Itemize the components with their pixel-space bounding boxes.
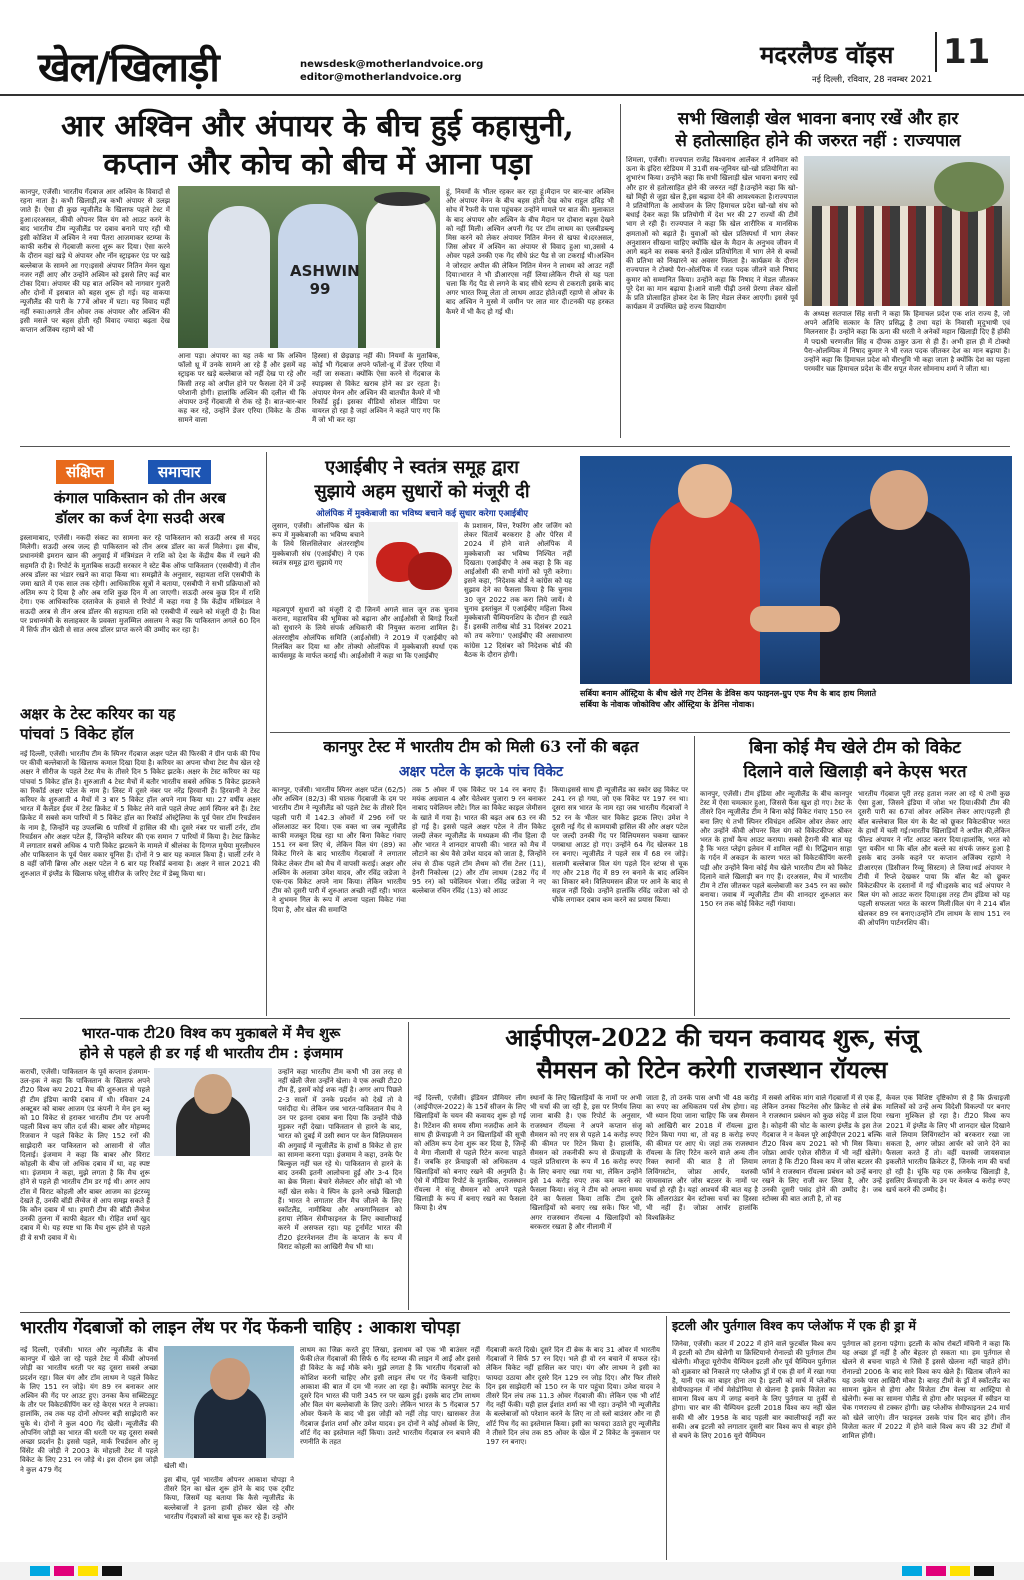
article3-col3: के प्रशासन, वित्त, रैफरिंग और जजिंग को लेकर चिंतायें बरकरार है और पेरिस में 2024 में होने वाले ओलंपिक में मुक्केबाजी का भविष्य निश्चित नहीं दिखता। एआईबीए ने अब कहा है कि वह आईओसी की सभी मांगों को पूरी करेगा। इसने कहा, 'निदेशक बोर्ड ने कांग्रेस को यह सुझाव देने का फैसला किया है कि चुनाव 30 जून 2022 तक करा लिये जायें। ये चुनाव इस्तांबुल में एआईबीए महिला विश्व मुक्केबाजी चैम्पियनशिप के दौरान ही रखते हैं। इसकी तारीख बोर्ड 31 दिसंबर 2021 को तय करेगा।' एआईबीए की असाधारण कांग्रेस 12 दिसंबर को निदेशक बोर्ड की बैठक के दौरान होगी। bbox=[464, 522, 572, 659]
article4-subhead: अक्षर पटेल के झटके पांच विकेट bbox=[398, 764, 564, 780]
section-title: खेल/खिलाड़ी bbox=[38, 44, 219, 91]
article5-col1: कानपुर, एजेंसी। टीम इंडिया और न्यूजीलैंड के बीच कानपुर टेस्ट में ऐसा चमत्कार हुआ, जिससे फैंस खुश हो गए। टेस्ट के तीसरे दिन न्यूजीलैंड टीम ने बिना कोई विकेट गंवाए 150 रन बना लिए थे तभी स्पिनर रविचंद्रन अश्विन ओवर लेकर आए और उन्होंने कीवी ओपनर विल यंग को विकेटकीपर श्रीकर भरत के हाथों कैच आउट कराया। सबसे हैरानी की बात यह है कि भरत प्लेइंग इलेवन में शामिल नहीं थे। रिद्धिमान साहा के गर्दन में अकड़न के कारण भरत को विकेटकीपिंग करनी पड़ी और उन्होंने बिना कोई मैच खेले भारतीय टीम को विकेट दिलाने वाले खिलाड़ी बन गए हैं। दरअसल, मैच में भारतीय टीम ने टॉस जीतकर पहले बल्लेबाजी कर 345 रन का स्कोर बनाया। जवाब में न्यूजीलैंड टीम की शानदार शुरुआत कर 150 रन तक कोई विकेट नहीं गंवाया। bbox=[700, 790, 852, 909]
chopra-head bbox=[210, 1358, 250, 1400]
divider-vertical-brief bbox=[266, 452, 267, 1016]
article1-col1: कानपुर, एजेंसी। भारतीय गेंदबाज आर अश्विन के विवादों से रहना नाता है। कभी खिलाड़ी,तब कभी अंपायर से उलझ जाते हैं। ऐसा ही कुछ न्यूजीलैंड के खिलाफ पहले टेस्ट में हुआ।दरअसल, कीवी ओपनर विल यंग को आउट करने के बाद भारतीय टीम न्यूजीलैंड पर दबाव बनाने पाए रही थी इसी कोशिश में अश्विन ने नया पैंतरा आजमाकर स्टम्प्स के काफी करीब से गेंदबाजी करना शुरू कर दिया। ऐसा करने के दौरान वहां खड़े थे अंपायर और नॉन स्ट्राइकर एंड पर खड़े बल्लेबाज के सामने आ गए।इससे अंपायर नितिन मेनन खुश नजर नहीं आए और उन्होंने अश्विन को इससे लिए कई बार टोका दिया। अंपायर की यह बात अश्विन को नागवार गुजरी और दोनों में इसबात को बहस शुरू हो गई। यह वाकया न्यूजीलैंड की पारी के 77वें ओवर में घटा। यह विवाद यहीं नहीं रुका।अगले तीन ओवर तक अंपायर और अश्विन की इसी मसले पर बहस होती रही विवाद ज्यादा बढ़ता देख कप्तान अजिंक्य रहाणे को भी bbox=[20, 188, 170, 335]
article7-col5: केवल एक विशिष्ट दृष्टिकोण से है कि फ्रेंचाइजी मालिकों को उन्हें अन्य विदेशी विकल्पों पर बनाए रखना मुश्किल हो रहा है। टी20 विश्व कप 2021 में इंग्लैंड के लिए भी शानदार खेल दिखाने वाले लियाम लिविंगस्टोन को बरकरार रखा जा सकता है, अगर जोफ्रा आर्चर को जाने देने का फैसला करते हैं तो। वहीं यशस्वी जायसवाल इकलौते भारतीय क्रिकेटर हैं, जिनके नाम की चर्चा हो रही है। चूंकि यह एक अनकैप्ड खिलाड़ी है, इसलिए फ्रेंचाइजी के उन पर केवल 4 करोड़ रुपए खर्च करने की उम्मीद है। bbox=[886, 1094, 1010, 1195]
brief-badge-2: समाचार bbox=[148, 460, 211, 484]
article4-col1: कानपुर, एजेंसी। भारतीय स्पिनर अक्षर पटेल (62/5) और अश्विन (82/3) की घातक गेंदबाजी के दम पर भारतीय टीम ने न्यूजीलैंड को पहले टेस्ट के तीसरे दिन पहली पारी में 142.3 ओवरों में 296 रनों पर ऑलआउट कर दिया। एक वक्त था जब न्यूजीलैंड काफी मजबूत दिख रहा था और बिना विकेट गंवाए 151 रन बना लिए थे, लेकिन विल यंग (89) का विकेट गिरने के बाद भारतीय गेंदबाजों ने लगातार विकेट लेकर टीम को मैच में वापसी कराई। अक्षर और अश्विन के अलावा उमेश यादव, और रविंद्र जडेजा ने एक-एक विकेट अपने नाम किया। लेकिन भारतीय टीम को दूसरी पारी में शुरुआत अच्छी नहीं रही। भारत ने शुभमन गिल के रूप में अपना पहला विकेट गंवा दिया है, और खेल की समाप्ति bbox=[272, 786, 406, 914]
article8-col2: इस बीच, पूर्व भारतीय ओपनर आकाश चोपड़ा ने तीसरे दिन का खेल शुरू होने के बाद एक ट्वीट किया, जिसमें यह बताया कि कैसे न्यूजीलैंड के बल्लेबाजों ने इतना हावी होकर खेल रहे और भारतीय गेंदबाजों को बाधा चूक कर रहे हैं। उन्होंने bbox=[164, 1476, 294, 1521]
glove-right bbox=[408, 552, 452, 590]
article1-col2: आना पड़ा। अंपायर का यह तर्क था कि अश्विन फॉलो थ्रू में उनके सामने आ रहे हैं और इसमें वह स्ट्राइक पर खड़े बल्लेबाज को नहीं देख पा रहे और किसी तरह को अपील होने पर फैसला देने में उन्हें परेशानी होगी। हालांकि अश्विन की दलील थी कि अंपायर उन्हें गेंदबाजी से रोक रहे हैं। बात-बार-बार कह कर रहे, उन्होंने डेंजर एरिया (विकेट के ठीक सामने वाला bbox=[178, 352, 306, 425]
article3-headline: एआईबीए ने स्वतंत्र समूह द्वारा सुझाये अहम सुधारों को मंजूरी दी bbox=[314, 457, 530, 502]
davis-cup-photo bbox=[580, 456, 1012, 684]
color-swatch-cyan-2 bbox=[902, 1566, 922, 1576]
divider-vertical-mid bbox=[694, 736, 695, 1016]
jersey-text: ASHWIN 99 bbox=[290, 262, 360, 298]
umpire-hat bbox=[374, 192, 430, 206]
article8-photo-caption: खेली थी। bbox=[164, 1462, 188, 1470]
print-color-strip bbox=[0, 1562, 1024, 1580]
article3-col-wide: महत्वपूर्ण सुधारों को मंजूरी दे दी जिनमें अगले साल जून तक चुनाव कराना, महासचिव की भूमिका को बढ़ाना और आईओसी से बिगड़े रिश्तों को सुधारने के लिये संपर्क अधिकारी की नियुक्त कराना शामिल है। अंतरराष्ट्रीय ओलंपिक समिति (आईओसी) ने 2019 में एआईबीए को निलंबित कर दिया था और तोक्यो ओलंपिक में मुक्केबाजी स्पर्धा एक कार्यसमूह के मार्फत कराई थी। आईओसी ने कहा था कि एआईबीए bbox=[272, 606, 458, 661]
article6-col1: कराची, एजेंसी। पाकिस्तान के पूर्व कप्तान इंजमाम-उल-हक ने कहा कि पाकिस्तान के खिलाफ अपने टी20 विश्व कप 2021 मैच की शुरुआत से पहले ही टीम इंडिया काफी दबाव में थी। रविवार 24 अक्टूबर को बाबर आजम एंड कंपनी ने मेन इन ब्लू को 10 विकेट से हराकर भारतीय टीम पर अपनी पहली विश्व कप जीत दर्ज की। बाबर और मोहम्मद रिजवान ने पहले विकेट के लिए 152 रनों की साझेदारी कर पाकिस्तान को आसानी से जीत दिलाई। इंजमाम ने कहा कि बाबर और विराट कोहली के बीच जो अधिक दबाव में था, वह स्पष्ट था। इंजमाम ने कहा, मुझे लगता है कि मैच शुरू होने से पहले ही भारतीय टीम डर गई थी। अगर आप टॉस में विराट कोहली और बाबर आजम का इंटरव्यू देखते हैं, उनकी बॉडी लैंग्वेज से आप समझ सकते हैं कि कौन दबाव में था। हमारी टीम की बॉडी लैंग्वेज उनकी तुलना में काफी बेहतर थी। रोहित शर्मा खुद दबाव में थे। यह स्पष्ट था कि मैच शुरू होने से पहले ही वे सभी दबाव में थे। bbox=[20, 1068, 150, 1242]
player-djokovic bbox=[820, 506, 970, 684]
color-swatch-magenta bbox=[54, 1566, 74, 1576]
page-number: 11 bbox=[935, 32, 990, 72]
player-novak-austria bbox=[650, 496, 760, 684]
aakash-chopra-photo bbox=[164, 1346, 294, 1458]
dateline: नई दिल्ली, रविवार, 28 नवम्बर 2021 bbox=[812, 75, 933, 85]
umpire-figure bbox=[366, 196, 436, 348]
article7-col3: जाता है, तो उनके पास अभी भी 48 करोड़ का रुपए का अधिकतम पर्स शेष होगा। वह भी ध्यान दिया जाना चाहिए कि जब सैमसन को आखिरी बार 2018 में रॉयल्स द्वारा रिटेन किया गया था, तो वह 8 करोड़ रुपए की कीमत पर आए थे। जहां तक राजस्थान रॉयल्स के लिए रिटेन करने वाले अन्य तीन रिक्त स्थानों की बात है तो लियाम लिविंगस्टोन, जोफ्रा आर्चर, यशस्वी जायसवाल और जोस बटलर के नामों पर चर्चा हो रही है। यहां आश्चर्य की बात यह है कि ऑलराउंडर बेन स्टोक्स चर्चा का हिस्सा भी नहीं हैं। जोफ्रा आर्चर हालांकि विश्वक्रिकेट bbox=[646, 1094, 758, 1222]
color-swatch-yellow-2 bbox=[950, 1566, 970, 1576]
article7-col2: स्थानों के लिए खिलाड़ियों के नामों पर अभी भी चर्चा की जा रही है, इस पर निर्णय लिया जाना बाकी है। एक रिपोर्ट के अनुसार, राजस्थान रॉयल्स ने अपने कप्तान संजू सैमसन को नए सत्र से पहले 14 करोड़ रुपए की कीमत पर रिटेन किया है। हालांकि, सैमसन को तकनीकी रूप से फ्रेंचाइजी के पहले प्रतिधारण के रूप में 16 करोड़ रुपए के लिए बनाए रखा गया था, लेकिन उन्होंने इसे 14 करोड़ रुपए तक कम करने का फैसला किया। संजू ने टीम को अपना समय देने का फैसला किया ताकि टीम दूसरे खिलाड़ियों को बनाए रख सके। फिर भी, अगर राजस्थान रॉयल्स 4 खिलाड़ियों को बरकरार रखता है और नीलामी में bbox=[530, 1094, 642, 1231]
article3-col1: लुसान, एजेंसी। ओलंपिक खेल के रूप में मुक्केबाजी का भविष्य बचाने के लिये सिलसिलेवार अंतरराष्ट्रीय मुक्केबाजी संघ (एआईबीए) ने एक स्वतंत्र समूह द्वारा सुझाये गए bbox=[272, 522, 364, 567]
divider-vertical-footer bbox=[666, 1316, 667, 1560]
brief-headline-2: अक्षर के टेस्ट करियर का यह पांचवां 5 विकेट हॉल bbox=[20, 705, 176, 743]
brief-headline-1: कंगाल पाकिस्तान को तीन अरब डॉलर का कर्ज देगा सउदी अरब bbox=[54, 489, 226, 527]
newspaper-brand: मदरलैण्ड वॉइस bbox=[760, 40, 894, 69]
brief-body-2: नई दिल्ली, एजेंसी। भारतीय टीम के स्पिनर गेंदबाज अक्षर पटेल की फिरकी ने ग्रीन पार्क की पिच पर कीवी बल्लेबाजों के खिलाफ कमाल दिखा दिया है। करियर का अपना चौथा टेस्ट मैच खेल रहे अक्षर ने सीरीज के पहले टेस्ट मैच के तीसरे दिन 5 विकेट झटके। अक्षर के टेस्ट करियर का यह पांचवां 5 विकेट हॉल है। शुरुआती 4 टेस्ट मैचों में बतौर भारतीय सबसे अधिक 5 विकेट झटकने का रिकॉर्ड अक्षर पटेल के नाम है। लिस्ट में दूसरे नंबर पर नरेंद्र हिरवानी हैं। हिरवानी ने टेस्ट करियर के शुरुआती 4 मैचों में 3 बार 5 विकेट हॉल अपने नाम किया था। 27 वर्षीय अक्षर भारत में कैलेंडर ईयर में टेस्ट क्रिकेट में 5 विकेट लेने वाले पहले लेफ्ट आर्म स्पिनर बने हैं। टेस्ट क्रिकेट में सबसे कम पारियों में 5 विकेट हॉल का रिकॉर्ड ऑस्ट्रेलिया के पूर्व पेसर टॉम रिचर्डसन के नाम है, जिन्होंने यह उपलब्धि 6 पारियों में हासिल की थी। दूसरे नंबर पर चार्ली टर्नर, टॉम रिचर्डसन और अक्षर पटेल हैं, जिन्होंने करियर की एक समान 7 पारियों में किया है। टेस्ट क्रिकेट में लगातार सबसे अधिक 4 पारी विकेट झटकने के मामले में श्रीलंका के दिग्गज मुथैया मुरलीधरन और पाकिस्तान के पूर्व पेसर वकार यूनिस हैं। दोनों ने 9 बार यह कमाल किया है। चार्ली टर्नर ने 8 वहीं जॉनी ब्रिग्स और अक्षर पटेल ने 6 बार यह रिकॉर्ड बनाया है। अक्षर ने साल 2021 की शुरुआत में इंग्लैंड के खिलाफ घरेलू सीरीज के जरिए टेस्ट में डेब्यू किया था। bbox=[20, 750, 260, 878]
handshake bbox=[750, 606, 840, 632]
divider-horizontal-4 bbox=[20, 1312, 1010, 1313]
article1-col3: हिस्सा) से छेड़छाड़ नहीं की। नियमों के मुताबिक, कोई भी गेंदबाज अपने फॉलो-थ्रू में डेंजर एरिया में नहीं जा सकता। क्योंकि ऐसा करने से गेंदबाज के स्पाइक्स से विकेट खराब होने का डर रहता है। अंपायर मेनन और अश्विन की बातचीत कैमरे में भी रिकॉर्ड हुई। इसका वीडियो सोशल मीडिया पर वायरल हो रहा है जहां अश्विन ने कहते पाए गए कि मैं जो भी कर रहा bbox=[312, 352, 440, 425]
player-djokovic-head bbox=[870, 470, 928, 530]
brief-body-1: इस्लामाबाद, एजेंसी। नकदी संकट का सामना कर रहे पाकिस्तान को सऊदी अरब से मदद मिलेगी। सऊदी अरब जल्द ही पाकिस्तान को तीन अरब डॉलर का कर्ज मिलेगा। इस बीच, प्रधानमंत्री इमरान खान की अगुवाई में मंत्रिमंडल ने राशि को देश के केंद्रीय बैंक में रखने की सहमति दी है। रिपोर्ट के मुताबिक सऊदी सरकार ने स्टेट बैंक ऑफ पाकिस्तान (एसबीपी) में तीन अरब डॉलर का भंडार रखने का वादा किया था। समझौते के अनुसार, सहायता राशि एसबीपी के जमा खाते में एक साल तक रहेगी। आधिकारिक सूत्रों ने बताया, एसबीपी ने सभी प्रक्रियाओं को अंतिम रूप दे दिया है और अब राशि कुछ दिन में आ जाएगी। सऊदी अरब कुछ दिन में राशि देगा। एक आधिकारिक दस्तावेज के हवाले से रिपोर्ट में कहा गया है कि केंद्रीय मंत्रिमंडल ने सऊदी अरब से तीन अरब डॉलर की सहायता राशि को एसबीपी में रखने को मंजूरी दी है। विश पर प्रधानमंत्री के सलाहकार के प्रवक्ता मुजम्मिल असलम ने कहा कि पाकिस्तान अगले 60 दिन में सिर्फ तीन खेती से सात अरब डॉलर प्राप्त करने की उम्मीद कर रहा है। bbox=[20, 534, 260, 635]
masthead bbox=[0, 0, 1024, 96]
article2-col1: शिमला, एजेंसी। राज्यपाल राजेंद्र विश्वनाथ आर्लेकर ने शनिवार को ऊना के इंदिरा स्टेडियम में 31वीं सब-जूनियर खो-खो प्रतियोगिता का शुभारंभ किया। उन्होंने कहा कि सभी खिलाड़ी खेल भावना बनाए रखें और हार से हतोत्साहित होने की जरुरत नहीं है।उन्होंने कहा कि खो-खो मिट्टी से जुड़ा खेल है,इस बढ़ावा देने की आवश्यकता है।राज्यपाल ने प्रतियोगिता के आयोजन के लिए हिमाचल प्रदेश खो-खो संघ को बधाई देकर कहा कि प्रतियोगी में देश भर की 27 राज्यों की टीमें भाग ले रही हैं। राज्यपाल ने कहा कि खेल शारीरिक व मानसिक क्षमताओं को बढ़ाते हैं। युवाओं को खेल प्रतिस्पर्धा में भाग लेकर अनुशासन सीखना चाहिए क्योंकि खेल के मैदान के अनुभव जीवन में आगे बढ़ने का सबक बनते हैं।खेल प्रतियोगिता में भाग लेने से बच्चों की प्रतिभा को निखारने का अवसर मिलता है। कार्यक्रम के दौरान राज्यपाल ने टोक्यो पैरा-ओलंपिक में रजत पदक जीतने वाले निषाद कुमार को सम्मानित किया। उन्होंने कहा कि निषाद ने मेडल जीतकर पूरे देश का मान बढ़ाया है।आने वाली पीढ़ी उनसे प्रेरणा लेकर खेलों के प्रति प्रोत्साहित होकर देश के लिए मेडल लेकर आएगी। इससे पूर्व कार्यक्रम में उपस्थित छहे राज्य विद्यायोग bbox=[626, 156, 798, 312]
crowd-group bbox=[812, 206, 1002, 306]
article5-col2: भारतीय गेंदबाज पूरी तरह हताश नजर आ रहे थे तभी कुछ ऐसा हुआ, जिसने इंडिया में जोश भर दिया।कीवी टीम की दूसरी पारी का 67वां ओवर अश्विन लेकर आए।पहली ही बॉल बल्लेबाज विल यंग के बैट को छूकर विकेटकीपर भरत के हाथों में चली गई।भारतीय खिलाड़ियों ने अपील की,लेकिन फील्ड अंपायर ने नॉट आउट करार दिया।हालांकि, भरत को पूरा यकीन था कि बॉल और बल्ले का संपर्क जरूर हुआ है इसके बाद उनके कहने पर कप्तान अजिंक्य रहाणे ने डीआरएस (डिसीजन रिव्यू सिस्टम) ले लिया।थर्ड अंपायर ने टीवी में रिप्ले देखकर पाया कि बॉल बैट को छूकर विकेटकीपर के दस्तानों में गई थी।इसके बाद थर्ड अंपायर ने बिल यंग को आउट करार दिया।इस तरह टीम इंडिया को यह पहली सफलता भरत के कारण मिली।विल यंग ने 214 बॉल खेलकर 89 रन बनाए।उन्होंने टॉम लाथम के साथ 151 रन की ओपनिंग पार्टनरशिप की। bbox=[858, 790, 1010, 927]
article8-col3: लाथम का जिक्र करते हुए लिखा, इलाथम को एक भी बाउंसर नहीं फेंकी।तेज गेंदबाजों की सिर्फ 6 गेंद स्टम्प्स की लाइन में आईं और इससे ही विकेट के कई मौके बने। मुझे लगता है कि भारतीय गेंदबाजों को कोशिश करनी चाहिए और इसी लाइन लेंथ पर गेंद फेंकनी चाहिए। आकाश की बात में दम भी नजर आ रहा है। क्योंकि कानपुर टेस्ट के दूसरे दिन भारत की पारी 345 रन पर खत्म हुई। इसके बाद टॉम लाथम और विल यंग बल्लेबाजी के लिए उतरे। लेकिन भारत के 5 गेंदबाज 57 ओवर फेंकने के बाद भी इस जोड़ी को नहीं तोड़ पाए। खासकर तेज गेंदबाज ईशांत शर्मा और उमेश यादव। इन दोनों ने कोई ओवर्स के लिए, शॉर्ट गेंद का इस्तेमाल नहीं किया। उलटे भारतीय गेंदबाज रन बचाने की रणनीति के तहत bbox=[300, 1346, 480, 1447]
article1-col4: हूं, नियमों के भीतर रहकर कर रहा हूं।मैदान पर बार-बार अश्विन और अंपायर मेनन के बीच बहस होती देख कोच राहुल द्रविड़ भी सोच में रैफरी के पास पहुंचकर उन्होंने मामले पर बात की। मुलाकात के बाद अंपायर और अश्विन के बीच मैदान पर दोबारा बहस देखने को नहीं मिली। अश्विन अपनी गेंद पर टॉम लाथम का एलबीडब्ल्यू मिस करने को लेकर अंपायर नितिन मेनन से खफा थे।दरअसल, जिस ओवर में अश्विन का अंपायर से विवाद हुआ था,उससे 4 ओवर पहले उनकी एक गेंद सीधे फ्रंट पैड से जा टकराई थी।अश्विन ने जोरदार अपील की लेकिन नितिन मेनन ने लाथम को आउट नहीं दिया।भारत ने भी डीआरएस नहीं लिया।लेकिन रीप्ले से यह पता चला कि गेंद पैड से लगने के बाद सीधे स्टम्प से टकराती इसके बाद अगर भारत रिव्यू लेता तो लाथम आउट होते।वहीं रहाणे से ओवर के बाद अश्विन ने मुस्से में जमीन पर लात मार दी।टनकी यह हरकत कैमरे में भी कैद हो गई थी। bbox=[446, 188, 614, 316]
article7-col4: में सबसे अधिक मांग वाले गेंदबाजों में से एक हैं, लेकिन उनका फिटनेस और क्रिकेट से लंबे ब्रेक ने राजस्थान प्रबंधन को कुछ संदेह में डाल दिया है। कोहनी की चोट के कारण इंग्लैंड के इस तेज गेंदबाज ने न केवल पूरे आईपीएल 2021 बल्कि टी20 विश्व कप 2021 को भी मिस किया। जोफ्रा आर्चर एशेज सीरीज में भी नहीं खेलेंगे। लगता है कि टी20 विश्व कप में जोस बटलर की फॉर्म ने राजस्थान रॉयल्स प्रबंधन को उन्हें बनाए रखने के लिए राजी कर लिया है, और उन्हें उनकी दूसरी पसंद होने की उम्मीद है। जब स्टोक्स की बात आती है, तो वह bbox=[762, 1094, 882, 1204]
davis-cup-caption: सर्बिया बनाम ऑस्ट्रिया के बीच खेले गए टेनिस के डेविस कप फाइनल-ग्रुप एफ मैच के बाद हाथ मिलाते सर्बिया के नोवाक जोकोविच और ऑस्ट्रिया के डेनिस नोवाक। bbox=[580, 689, 877, 709]
color-swatch-cyan bbox=[30, 1566, 50, 1576]
article9-col1: जिनेवा, एजेंसी। कतर में 2022 में होने वाले फुटबॉल विश्व कप में इटली को टीम खेलेगी या क्रिस्टियानो रोनाल्डो की पुर्तगाल टीम खेलेगी। मौजूदा यूरोपीय चैम्पियन इटली और पूर्व चैम्पियन पुर्तगाल को शुक्रवार को निकाले गए प्लेऑफ ड्रॉ में एक ही वर्ग में रखा गया है, यानी एक का बाहर होना तय है। इटली को मार्च में प्लेऑफ सेमीफाइनल में नॉर्थ मेसेडोनिया से खेलना है इसके विजेता का सामना विश्व कप में जगह बनाने के लिए पुर्तगाल या तुर्की से होगा। चार बार की चैम्पियन इटली 2018 विश्व कप नहीं खेल सकी थी और 1958 के बाद पहली बार क्वालीफाई नहीं कर सकी। अब इटली को लगातार दूसरी बार विश्व कप से बाहर होने से बचने के लिए 2016 यूरो चैम्पियन bbox=[672, 1340, 836, 1441]
article6-headline: भारत-पाक टी20 विश्व कप मुकाबले में मैच शुरू होने से पहले ही डर गई थी भारतीय टीम : इंजमाम bbox=[79, 1025, 343, 1062]
article8-col1: नई दिल्ली, एजेंसी। भारत और न्यूजीलैंड के बीच कानपुर में खेले जा रहे पहले टेस्ट में कीवी ओपनर्स जोड़ी का भारतीय धरती पर यह दूसरा सबसे अच्छा प्रदर्शन रहा। विल यंग और टॉम लाथम ने पहले विकेट के लिए 151 रन जोड़े। यंग 89 रन बनाकर आर अश्विन की गेंद पर आउट हुए। उनका कैच सब्स्टिट्यूट के तौर पर विकेटकीपिंग कर रहे केएस भरत ने लपका। हालांकि, तब तक यह दोनों ओपनर बड़ी साझेदारी कर चुके थे। दोनों ने कुल 400 गेंद खेली। न्यूजीलैंड की ओपनिंग जोड़ी का भारत की धरती पर यह दूसरा सबसे अच्छा प्रदर्शन है। इससे पहले, मार्क रिचर्डसन और लू विंसेंट की जोड़ी ने 2003 के मोहाली टेस्ट में पहले विकेट के लिए 231 रन जोड़े थे। इस दौरान इस जोड़ी ने कुल 479 गेंद bbox=[20, 1346, 158, 1474]
article6-col2: उन्होंने कहा भारतीय टीम कभी भी उस तरह से नहीं खेली जैसा उन्होंने खेला। वे एक अच्छी टी20 टीम हैं, इसमें कोई शक नहीं है। अगर आप पिछले 2-3 सालों में उनके प्रदर्शन को देखें तो वे पसंदीदा थे। लेकिन जब भारत-पाकिस्तान मैच ने उन पर इतना दबाव बना दिया कि उन्होंने पीछे मुड़कर नहीं देखा। पाकिस्तान से हारने के बाद, भारत को दुबई में उसी स्थान पर केन विलियमसन की अगुवाई में न्यूजीलैंड के हाथों 8 विकेट से हार का सामना करना पड़ा। इंजमाम ने कहा, उनके पैर बिल्कुल नहीं चल रहे थे। पाकिस्तान से हारने के बाद उनकी इतनी आलोचना हुई और 3-4 दिन का ब्रेक मिला। बेचारे सेलेक्टर और सोढ़ी को भी नहीं खेल सके। वे स्पिन के इतने अच्छे खिलाड़ी हैं। भारत ने लगातार तीन मैच जीतने के लिए स्कॉटलैंड, नामीबिया और अफगानिस्तान को हराया लेकिन सेमीफाइनल के लिए क्वालीफाई करने में असफल रहा। यह टूर्नामेंट भारत की टी20 इंटरनेशनल टीम के कप्तान के रूप में विराट कोहली का आखिरी मैच भी था। bbox=[278, 1068, 402, 1251]
inzamam-photo bbox=[154, 1068, 272, 1156]
divider-vertical-bottom bbox=[408, 1022, 409, 1310]
email-newsdesk[interactable]: newsdesk@motherlandvoice.org bbox=[300, 59, 484, 70]
article7-col1: नई दिल्ली, एजेंसी। इंडियन प्रीमियर लीग (आईपीएल-2022) के 15वें सीजन के लिए खिलाड़ियों के चयन की कवायद शुरू हो गई है। रिटेंशन की समय सीमा नजदीक आने के साथ ही फ्रेंचाइजी ने उन खिलाड़ियों की सूची को अंतिम रूप देना शुरू कर दिया है, जिन्हें वे मेगा नीलामी से पहले रिटेन करना चाहते हैं। जबकि हर फ्रेंचाइजी को अधिकतम 4 खिलाड़ियों को बनाए रखने की अनुमति है। ऐसे में मीडिया रिपोर्ट के मुताबिक, राजस्थान रॉयल्स ने संजू सैमसन को अपने पहले खिलाड़ी के रूप में बनाए रखने का फैसला किया है। शेष bbox=[414, 1094, 526, 1213]
article4-col2: तक 5 ओवर में एक विकेट पर 14 रन बनाए हैं। मयंक अग्रवाल 4 और चेतेश्वर पुजारा 9 रन बनाकर नाबाद पवेलियन लौटे। गिल का विकेट काइल जेमीसन के खाते में गया है। भारत की बढ़त अब 63 रन की हो गई है। इससे पहले अक्षर पटेल ने तीन विकेट जल्दी लेकर न्यूजीलैंड के मध्यक्रम की नींव हिला दी और भारत ने शानदार वापसी की। भारत को मैच में लौटाने का श्रेय वैसे उमेश यादव को जाता है, जिन्होंने लंच से ठीक पहले टॉम लैथम को रॉस टेलर (11), हेनरी निकोल्स (2) और टॉम लाथम (282 गेंद में 95 रन) को पवेलियन भेजा। रविंद्र जडेजा ने नए बल्लेबाज रचिन रविंद्र (13) को आउट bbox=[412, 786, 546, 896]
contact-emails bbox=[300, 58, 483, 84]
article6-col1b bbox=[154, 1160, 272, 1306]
article5-headline: बिना कोई मैच खेले टीम को विकेट दिलाने वाले खिलाड़ी बने केएस भरत bbox=[743, 738, 967, 782]
article2-col2: के अध्यक्ष सतपाल सिंह सत्ती ने कहा कि हिमाचल प्रदेश एक शांत राज्य है, जो अपने अतिथि सत्कार के लिए प्रसिद्ध है तथा यहां के निवासी मृदुभाषी एवं मिलनसार हैं। उन्होंने कहा कि ऊना की धरती ने अनेकों महान खिलाड़ी दिए हैं हॉकी में पद्मश्री चरणजीत सिंह व दीपक ठाकुर ऊना से ही हैं। अभी हाल ही में टोक्यो पैरा-ओलम्पिक में निषाद कुमार ने भी रजत पदक जीतकर देश का मान बढ़ाया है। उन्होंने कहा कि हिमाचल प्रदेश को वीरभूमि भी कहा जाता है क्योंकि देश का पहला परमवीर चक्र हिमाचल प्रदेश के वीर सपूत मेजर सोमनाथ शर्मा ने जीता था। bbox=[804, 310, 1010, 374]
article9-headline: इटली और पुर्तगाल विश्व कप प्लेऑफ में एक ही ड्रा में bbox=[672, 1318, 916, 1333]
article7-headline: आईपीएल-2022 की चयन कवायद शुरू, संजू सैमसन को रिटेन करेगी राजस्थान रॉयल्स bbox=[505, 1023, 919, 1084]
article9-col2: पुर्तगाल को हराना पड़ेगा। इटली के कोच रोबर्टो मंचिनी ने कहा कि यह अच्छा ड्रॉ नहीं है और बेहतर हो सकता था। हम पुर्तगाल से खेलने से बचना चाहते थे जिसे हैं इससे खेलना नहीं चाहते होंगे। रोनाल्डो 2006 के बाद सारे विश्व कप खेले हैं। खिताब जीतने का यह उनके पास आखिरी मौका है। बारह टीमों के ड्रॉ में स्कॉटलैंड का सामना युक्रेन से होगा और विजेता टीम वेल्स या आस्ट्रिया से खेलेगी। रूस का सामना पोलैंड से होगा और फाइनल में स्वीडन या चेक गणराज्य से टक्कर होगी। छह प्लेऑफ सेमीफाइनल 24 मार्च को खेले जाएंगे। तीन फाइनल उसके पांच दिन बाद होंगे। तीन विजेता कतर में 2022 में होने वाले विश्व कप की 32 टीमों में शामिल होंगी। bbox=[842, 1340, 1010, 1441]
article8-col4: गेंदबाजी करते दिखे। दूसरे दिन टी ब्रेक के बाद 31 ओवर में भारतीय गेंदबाजों ने सिर्फ 57 रन दिए। भले ही वो रन बचाने में सफल रहे। लेकिन विकेट नहीं हासिल कर पाए। यंग और लाथम ने इसी का फायदा उठाया और दूसरे दिन 129 रन जोड़ दिए। और फिर तीसरे दिन इस साझेदारी को 150 रन के पार पहुंचा दिया। उमेश यादव ने तीसरे दिन लंच तक 11.3 ओवर गेंदबाजी की। लेकिन एक भी शॉर्ट गेंद नहीं फेंकी। यही हाल ईशांत शर्मा का भी रहा। उन्होंने भी न्यूजीलैंड के बल्लेबाजों को परेशान करने के लिए ना तो स्लो बाउंसर और ना ही शॉर्ट पिच गेंद का इस्तेमाल किया। इसी का फायदा उठाते हुए न्यूजीलैंड ने तीसरे दिन लंच तक 85 ओवर के खेल में 2 विकेट के नुकसान पर 197 रन बनाए। bbox=[486, 1346, 660, 1447]
article2-headline: सभी खिलाड़ी खेल भावना बनाए रखें और हार से हतोत्साहित होने की जरुरत नहीं : राज्यपाल bbox=[675, 109, 961, 151]
color-swatch-magenta-2 bbox=[926, 1566, 946, 1576]
article4-headline: कानपुर टेस्ट में भारतीय टीम को मिली 63 रनों की बढ़त bbox=[323, 737, 639, 756]
khokho-event-photo bbox=[804, 156, 1010, 306]
email-editor[interactable]: editor@motherlandvoice.org bbox=[300, 72, 462, 83]
article1-headline: आर अश्विन और अंपायर के बीच हुई कहासुनी, कप्तान और कोच को बीच में आना पड़ा bbox=[61, 109, 574, 182]
color-swatch-black-2 bbox=[974, 1566, 994, 1576]
article4-col3: किया।इससे साथ ही न्यूजीलैंड का स्कोर छह विकेट पर 241 रन हो गया, जो एक विकेट पर 197 रन था। दूसरा सत्र भारत के नाम रहा जब भारतीय गेंदबाजों ने 52 रन के भीतर चार विकेट झटक लिए। उमेश ने दूसरी नई गेंद से कामयाबी हासिल की और अक्षर पटेल पर जल्दी उनकी गेंद पर विलियमसन चकमा खाकर पगबाधा आउट हो गए। उन्होंने 64 गेंद खेलकर 18 रन बनाए। न्यूजीलैंड ने पहले सत्र में 68 रन जोड़े। सलामी बल्लेबाज विल यंग पहले दिन स्टंप्स से चूक गए और 218 गेंद में 89 रन बनाने के बाद अश्विन का शिकार बने। विलियमसन क्रीज पर आने के बाद से सहज नहीं दिखे। उन्होंने हालांकि रविंद्र जडेजा को दो चौके लगाकर दबाव कम करने का प्रयास किया। bbox=[552, 786, 688, 905]
player-novak-austria-head bbox=[678, 464, 732, 518]
article8-headline: भारतीय गेंदबाजों को लाइन लेंथ पर गेंद फेंकनी चाहिए : आकाश चोपड़ा bbox=[20, 1318, 460, 1338]
inzamam-head bbox=[194, 1074, 232, 1114]
color-swatch-black bbox=[102, 1566, 122, 1576]
divider-horizontal-3 bbox=[20, 1018, 1010, 1019]
player-figure-left bbox=[208, 206, 270, 348]
article3-subhead: ओलंपिक में मुक्केबाजी का भविष्य बचाने कई सुधार करेगा एआईबीए bbox=[316, 509, 528, 519]
boxing-gloves-photo bbox=[368, 522, 458, 604]
divider-horizontal-2 bbox=[270, 732, 1010, 733]
color-swatch-yellow bbox=[78, 1566, 98, 1576]
brief-badge-1: संक्षिप्त bbox=[56, 460, 114, 484]
tree-shape bbox=[934, 162, 1004, 212]
divider-horizontal-1 bbox=[20, 446, 1010, 447]
ashwin-umpire-photo bbox=[178, 186, 440, 348]
divider-vertical-top bbox=[620, 104, 621, 438]
